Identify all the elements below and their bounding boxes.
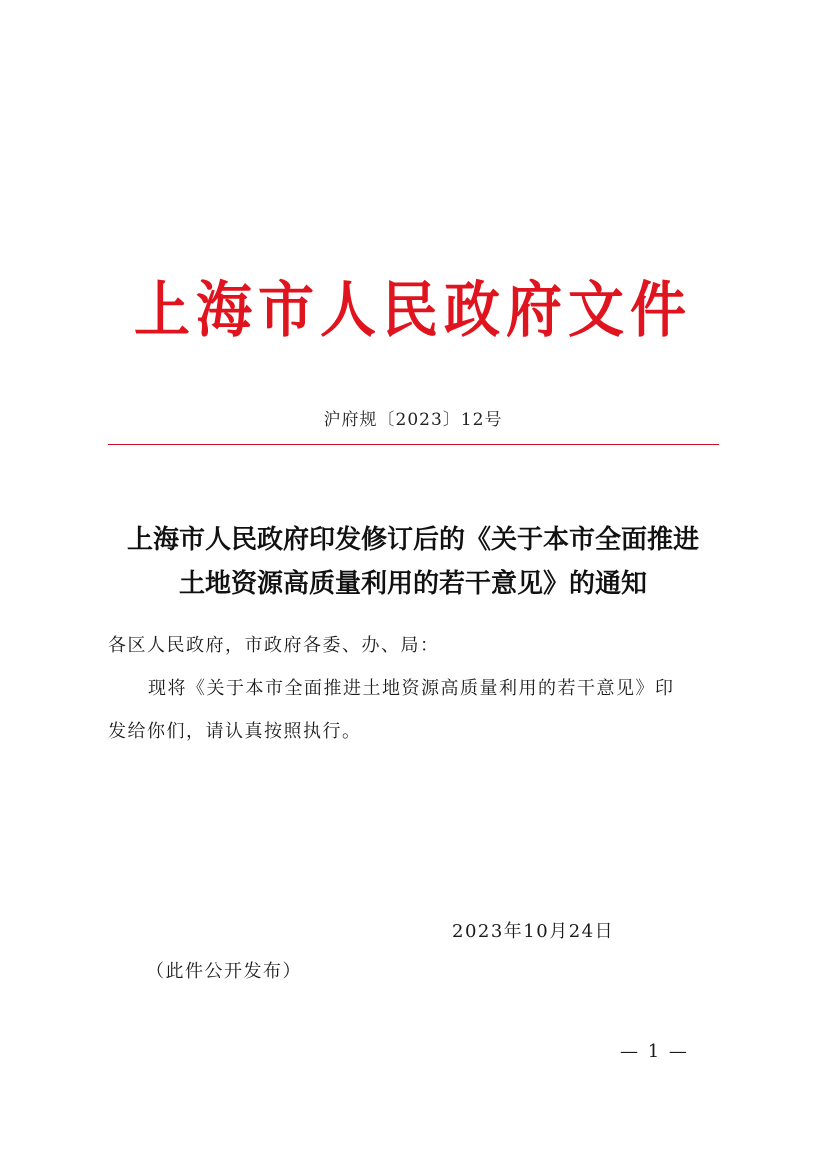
red-divider-line (108, 444, 719, 446)
body-paragraph-line-1: 现将《关于本市全面推进土地资源高质量利用的若干意见》印 (148, 678, 675, 699)
publish-note: （此件公开发布） (146, 961, 302, 982)
document-masthead: 上海市人民政府文件 (134, 274, 692, 346)
document-title-line-2: 土地资源高质量利用的若干意见》的通知 (178, 569, 647, 599)
page-number: — 1 — (620, 1041, 689, 1062)
document-title-line-1: 上海市人民政府印发修订后的《关于本市全面推进 (126, 525, 699, 555)
salutation: 各区人民政府，市政府各委、办、局： (108, 635, 440, 656)
issue-date: 2023年10月24日 (452, 921, 615, 942)
document-number: 沪府规〔2023〕12号 (323, 410, 503, 430)
document-title (100, 518, 726, 606)
body-paragraph-line-2: 发给你们，请认真按照执行。 (108, 721, 362, 742)
